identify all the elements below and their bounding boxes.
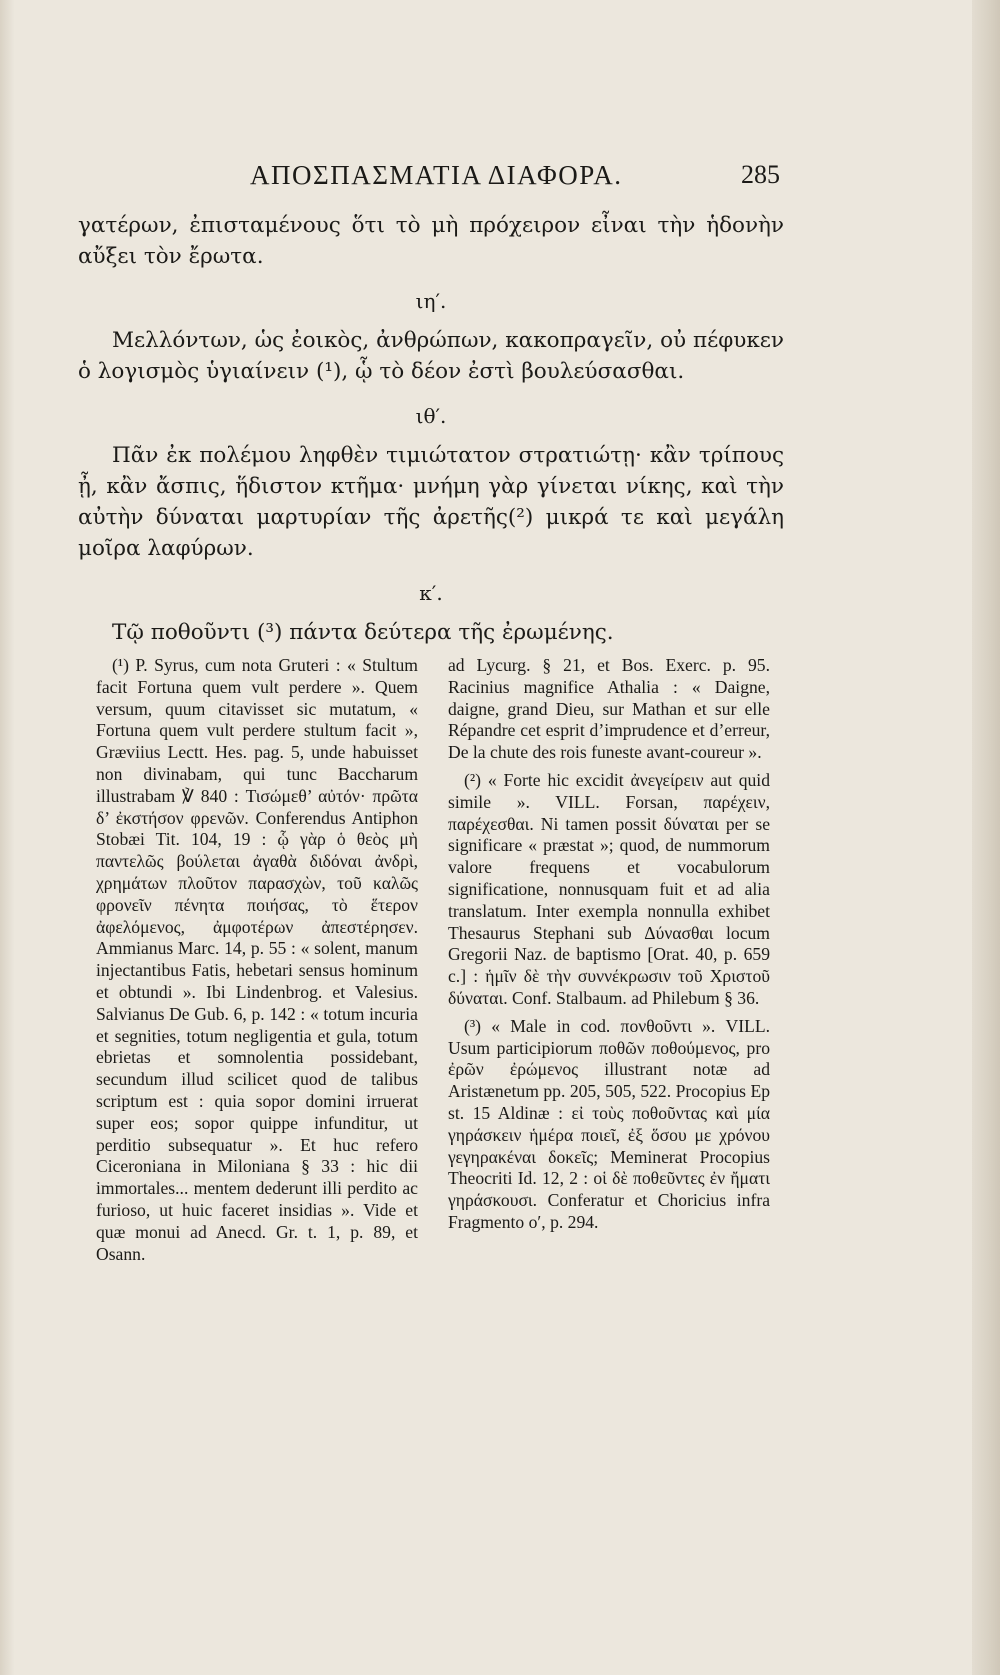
footnote-1: (¹) P. Syrus, cum nota Gruteri : « Stultum facit Fortuna quem vult perdere ». Quem versum, quum citavisset sic mutatum, « Fortuna quem vult perdere stultum facit », Græviius Lectt. Hes. pag. 5, unde habuisset non divinabam, qui tunc Baccharum illustrabam ℣ 840 : Τισώμεθ’ αὐτόν· πρῶτα δ’ ἐκστήσον φρενῶν. Conferendus Antiphon Stobæi Tit. 104, 19 : ᾧ γὰρ ὁ θεὸς μὴ παντελῶς βούλεται ἀγαθὰ διδόναι ἀνδρὶ, χρημάτων πλοῦτον παρασχὼν, τοῦ καλῶς φρονεῖν πένητα ποιήσας, τὸ ἕτερον ἀφελόμενος, ἀμφοτέρων ἀπεστέρησεν. Ammianus Marc. 14, p. 55 : « solent, manum injectantibus Fatis, hebetari sensus hominum et obtundi ». Ibi Lindenbrog. et Valesius. Salvianus De Gub. 6, p. 142 : « totum incuria et segnities, totum negligentia et gula, totum ebrietas et somnolentia possidebant, secundum illud scilicet quod de talibus scriptum est : quia sopor domini irruerat super eos; sopor quippe infunditur, ut perditio subsequatur ». Et huc refero Ciceroniana in Miloniana § 33 : hic dii immortales... mentem dederunt illi perdito ac furioso, ut huic faceret insidias ». Vide et quæ monui ad Anecd. Gr. t. 1, p. 89, et Osann. (96, 655, 418, 1264)
page-number: 285 (741, 160, 780, 189)
gutter-shadow (972, 0, 1000, 1675)
section-text-18: Μελλόντων, ὡς ἐοικὸς, ἀνθρώπων, κακοπραγεῖν, οὐ πέφυκεν ὁ λογισμὸς ὑγιαίνειν (¹), ᾧ τὸ δέον ἐστὶ βουλεύσασθαι. (78, 328, 784, 384)
section-number-18: ιη′. (415, 289, 447, 313)
footnote-3: (³) « Male in cod. πονθοῦντι ». VILL. Usum participiorum ποθῶν ποθούμενος, pro ἐρῶν ἐρώμενος illustrant notæ ad Aristænetum pp. 205, 505, 522. Procopius Ep st. 15 Aldinæ : εἰ τοὺς ποθοῦντας καὶ μία γηράσκειν ἡμέρα ποιεῖ, ἐξ ὅσου με χρόνου γεγηρακέναι δοκεῖς; Meminerat Procopius Theocriti Id. 12, 2 : οἱ δὲ ποθεῦντες ἐν ἤματι γηράσκουσι. Conferatur et Choricius infra Fragmento ο′, p. 294. (448, 1015, 770, 1232)
continuation-paragraph: γατέρων, ἐπισταμένους ὅτι τὸ μὴ πρόχειρον εἶναι τὴν ἡδονὴν αὔξει τὸν ἔρωτα. (78, 213, 784, 269)
section-text-20: Τῷ ποθοῦντι (³) πάντα δεύτερα τῆς ἐρωμένης. (112, 620, 614, 645)
footnote-2: (²) « Forte hic excidit ἀνεγείρειν aut quid simile ». VILL. Forsan, παρέχειν, παρέχεσθαι. Ni tamen possit δύναται per se significare « præstat »; quod, de nummorum valore frequens et vocabulorum significatione, nonnusquam fuit et ad alia translatum. Inter exempla nonnulla exhibet Thesaurus Stephani sub Δύνασθαι locum Gregorii Naz. de baptismo [Orat. 40, p. 659 c.] : ἡμῖν δὲ τὴν συννέκρωσιν τοῦ Χριστοῦ δύναται. Conf. Stalbaum. ad Philebum § 36. (448, 769, 770, 1008)
section-number-20: κ′. (419, 581, 443, 605)
section-number-19: ιθ′. (415, 404, 447, 428)
footnotes-right-column (448, 655, 770, 1240)
page-edge-shadow (0, 0, 14, 1675)
footnotes (96, 655, 796, 1505)
running-head-title: ΑΠΟΣΠΑΣΜΑΤΙΑ ΔΙΑΦΟΡΑ. (250, 160, 623, 190)
running-head (80, 160, 780, 200)
section-text-19: Πᾶν ἐκ πολέμου ληφθὲν τιμιώτατον στρατιώτῃ· κἂν τρίπους ᾖ, κἂν ἄσπις, ἥδιστον κτῆμα· μνήμη γὰρ γίνεται νίκης, καὶ τὴν αὐτὴν δύναται μαρτυρίαν τῆς ἀρετῆς(²) μικρά τε καὶ μεγάλη μοῖρα λαφύρων. (78, 443, 784, 561)
footnotes-left-column (96, 655, 418, 1271)
main-text (78, 210, 784, 648)
footnote-1-continued: ad Lycurg. § 21, et Bos. Exerc. p. 95. Racinius magnifice Athalia : « Daigne, daigne, grand Dieu, sur Mathan et sur elle Répandre cet esprit d’imprudence et d’erreur, De la chute des rois funeste avant-coureur ». (448, 655, 770, 763)
